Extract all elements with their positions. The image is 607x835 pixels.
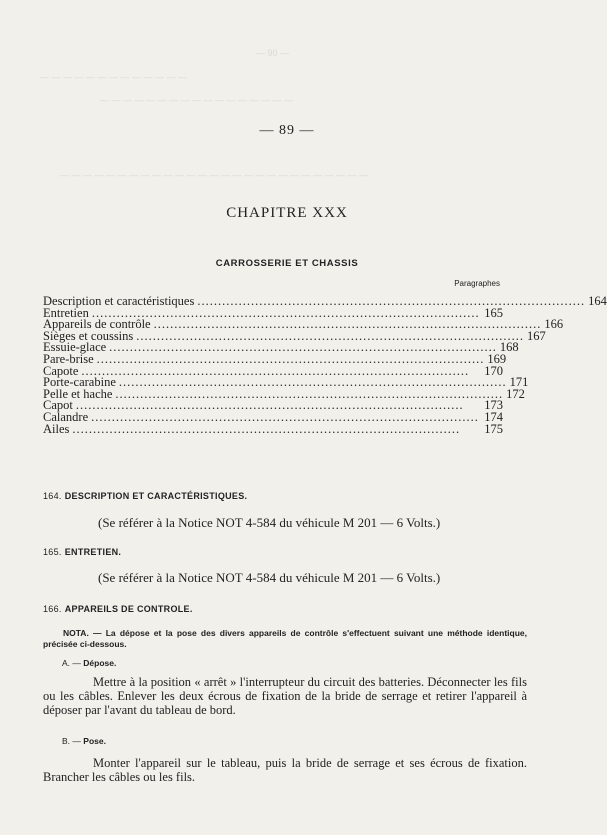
leader-dots: .............................................................................................. <box>109 340 497 355</box>
section-number: 164. <box>43 491 62 501</box>
show-through-text: — — — — — — — — — — — — — — — — — <box>100 95 294 105</box>
leader-dots: .............................................................................................. <box>91 409 479 424</box>
subsection-heading-a <box>62 658 116 668</box>
toc-paragraph-number: 167 <box>527 328 546 343</box>
leader-dots: .............................................................................................. <box>96 351 485 366</box>
section-heading-166 <box>43 604 193 614</box>
toc-label: Ailes <box>43 421 70 436</box>
toc-paragraph-number: 168 <box>499 340 519 355</box>
section-165-reference: (Se référer à la Notice NOT 4-584 du véhicule M 201 — 6 Volts.) <box>98 570 441 585</box>
section-heading-text: ENTRETIEN. <box>64 547 122 557</box>
subsection-heading-b <box>62 736 106 746</box>
leader-dots: .............................................................................................. <box>81 363 470 378</box>
paragraphs-column-label: Paragraphes <box>454 279 500 288</box>
toc-label: Capote <box>43 363 79 378</box>
section-heading-text: DESCRIPTION ET CARACTÉRISTIQUES. <box>64 491 248 501</box>
toc-label: Essuie-glace <box>43 340 107 355</box>
toc-paragraph-number: 172 <box>506 386 525 401</box>
leader-dots: .............................................................................................. <box>75 398 464 413</box>
section-heading-164 <box>43 491 247 501</box>
depose-paragraph: Mettre à la position « arrêt » l'interrupteur du circuit des batteries. Déconnecter les fils ou les câbles. Enlever les deux écrous de fixation de la bride de serrage et retirer l'appareil à déposer par l'avant du tableau de bord. <box>43 675 527 717</box>
toc-label: Entretien <box>43 305 89 320</box>
section-heading-165 <box>43 547 121 557</box>
table-of-contents <box>43 294 607 436</box>
leader-dots: .............................................................................................. <box>118 375 507 390</box>
toc-paragraph-number: 170 <box>484 363 503 378</box>
toc-label: Appareils de contrôle <box>43 317 151 332</box>
toc-paragraph-number: 174 <box>484 409 503 424</box>
section-164-reference: (Se référer à la Notice NOT 4-584 du véhicule M 201 — 6 Volts.) <box>98 515 441 530</box>
toc-paragraph-number: 166 <box>544 317 564 332</box>
leader-dots: .............................................................................................. <box>72 421 461 436</box>
subsection-title: Dépose. <box>83 658 117 668</box>
section-title: CARROSSERIE ET CHASSIS <box>215 258 359 269</box>
section-heading-text: APPAREILS DE CONTROLE. <box>64 604 193 614</box>
toc-paragraph-number: 175 <box>484 421 503 436</box>
toc-label: Sièges et coussins <box>43 328 134 343</box>
show-through-text: — 90 — <box>256 48 290 58</box>
nota-paragraph: NOTA. — La dépose et la pose des divers appareils de contrôle s'effectuent suivant une méthode identique, précisée ci-dessous. <box>43 628 527 649</box>
toc-label: Calandre <box>43 409 89 424</box>
show-through-text: — — — — — — — — — — — — — <box>40 72 188 82</box>
leader-dots: .............................................................................................. <box>91 305 480 320</box>
toc-label: Pelle et hache <box>43 386 113 401</box>
toc-row <box>43 421 503 436</box>
toc-label: Porte-carabine <box>43 375 116 390</box>
leader-dots: .............................................................................................. <box>153 317 542 332</box>
toc-label: Description et caractéristiques <box>43 294 195 308</box>
subsection-label: A. — <box>62 658 81 668</box>
toc-paragraph-number: 169 <box>487 351 507 366</box>
toc-paragraph-number: 173 <box>484 398 503 413</box>
subsection-label: B. — <box>62 736 81 746</box>
section-number: 165. <box>43 547 62 557</box>
leader-dots: .............................................................................................. <box>115 386 504 401</box>
toc-label: Pare-brise <box>43 351 94 366</box>
toc-paragraph-number: 165 <box>484 305 503 320</box>
section-number: 166. <box>43 604 62 614</box>
toc-paragraph-number: 171 <box>509 375 529 390</box>
subsection-title: Pose. <box>83 736 106 746</box>
show-through-text: — — — — — — — — — — — — — — — — — — — — — — — — — — — <box>60 170 369 180</box>
toc-paragraph-number: 164 <box>588 294 607 308</box>
chapter-title: CHAPITRE XXX <box>226 205 348 221</box>
leader-dots: .............................................................................................. <box>136 328 525 343</box>
pose-paragraph: Monter l'appareil sur le tableau, puis la bride de serrage et ses écrous de fixation. Brancher les câbles ou les fils. <box>43 756 527 784</box>
page-number: — 89 — <box>259 123 315 138</box>
leader-dots: .............................................................................................. <box>197 294 586 308</box>
toc-label: Capot <box>43 398 73 413</box>
